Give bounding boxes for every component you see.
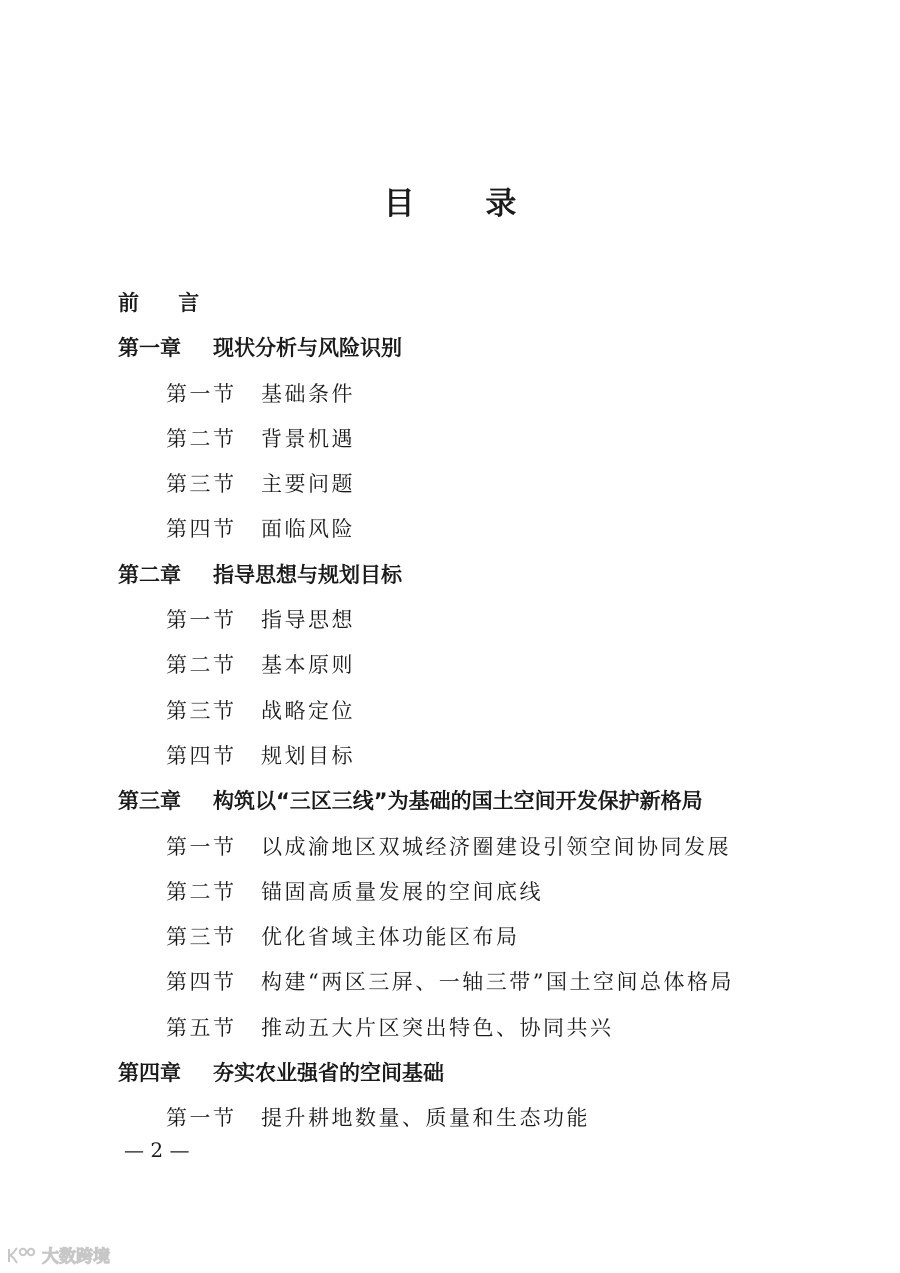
toc-chapter-number: 第二章 <box>118 562 181 587</box>
toc-section[interactable] <box>118 1096 838 1141</box>
toc-section-number: 第一节 <box>166 381 237 406</box>
toc-section-number: 第四节 <box>166 517 237 542</box>
page-title: 目 录 <box>383 186 547 222</box>
toc-section-number: 第四节 <box>166 970 237 995</box>
toc-section-number: 第二节 <box>166 653 237 678</box>
toc-section[interactable] <box>118 1006 838 1051</box>
toc-section[interactable] <box>118 915 838 960</box>
toc-section[interactable] <box>118 598 838 643</box>
toc-section[interactable] <box>118 960 838 1005</box>
toc-section-title: 提升耕地数量、质量和生态功能 <box>261 1106 590 1131</box>
toc-section[interactable] <box>118 689 838 734</box>
toc-chapter[interactable] <box>118 779 838 824</box>
brand-logo-icon <box>6 1243 116 1267</box>
toc-section[interactable] <box>118 507 838 552</box>
toc-chapter[interactable] <box>118 553 838 598</box>
page-number: — 2 — <box>124 1138 190 1162</box>
toc-chapter-number: 前 言 <box>118 291 216 315</box>
toc-section-number: 第一节 <box>166 834 237 859</box>
toc-chapter-title: 构筑以“三区三线”为基础的国土空间开发保护新格局 <box>213 789 703 814</box>
toc-section-number: 第二节 <box>166 879 237 904</box>
toc-chapter-title: 夯实农业强省的空间基础 <box>213 1061 444 1086</box>
toc-section-number: 第三节 <box>166 925 237 950</box>
toc-section[interactable] <box>118 643 838 688</box>
toc-chapter-number: 第一章 <box>118 336 181 361</box>
toc-section-number: 第二节 <box>166 426 237 451</box>
toc-section[interactable] <box>118 825 838 870</box>
toc-section[interactable] <box>118 870 838 915</box>
toc-section[interactable] <box>118 734 838 779</box>
toc-chapter-title: 现状分析与风险识别 <box>213 336 402 361</box>
toc-section-title: 基础条件 <box>261 381 355 406</box>
watermark <box>6 1243 116 1267</box>
toc-section-title: 以成渝地区双城经济圈建设引领空间协同发展 <box>261 834 731 859</box>
toc-section-title: 战略定位 <box>261 698 355 723</box>
toc-section-title: 构建“两区三屏、一轴三带”国土空间总体格局 <box>261 970 734 995</box>
toc-chapter-preface[interactable] <box>118 281 838 326</box>
toc-section-title: 锚固高质量发展的空间底线 <box>261 879 543 904</box>
toc-chapter-number: 第四章 <box>118 1061 181 1086</box>
toc-section-number: 第四节 <box>166 743 237 768</box>
toc-section-title: 推动五大片区突出特色、协同共兴 <box>261 1015 614 1040</box>
toc-section-number: 第三节 <box>166 472 237 497</box>
toc-section-title: 指导思想 <box>261 608 355 633</box>
toc-section-title: 基本原则 <box>261 653 355 678</box>
toc-section-number: 第五节 <box>166 1015 237 1040</box>
toc-section-title: 面临风险 <box>261 517 355 542</box>
toc-section[interactable] <box>118 462 838 507</box>
toc-section-number: 第一节 <box>166 1106 237 1131</box>
toc-section-title: 背景机遇 <box>261 426 355 451</box>
toc-chapter-number: 第三章 <box>118 789 181 814</box>
svg-text:大数跨境: 大数跨境 <box>42 1247 110 1267</box>
toc-section-title: 规划目标 <box>261 743 355 768</box>
toc-chapter[interactable] <box>118 326 838 371</box>
toc-section[interactable] <box>118 372 838 417</box>
toc-chapter[interactable] <box>118 1051 838 1096</box>
toc-section[interactable] <box>118 417 838 462</box>
toc-chapter-title: 指导思想与规划目标 <box>213 562 402 587</box>
toc-section-number: 第三节 <box>166 698 237 723</box>
toc-section-title: 优化省域主体功能区布局 <box>261 925 520 950</box>
toc-section-title: 主要问题 <box>261 472 355 497</box>
toc-section-number: 第一节 <box>166 608 237 633</box>
table-of-contents <box>118 281 838 1142</box>
